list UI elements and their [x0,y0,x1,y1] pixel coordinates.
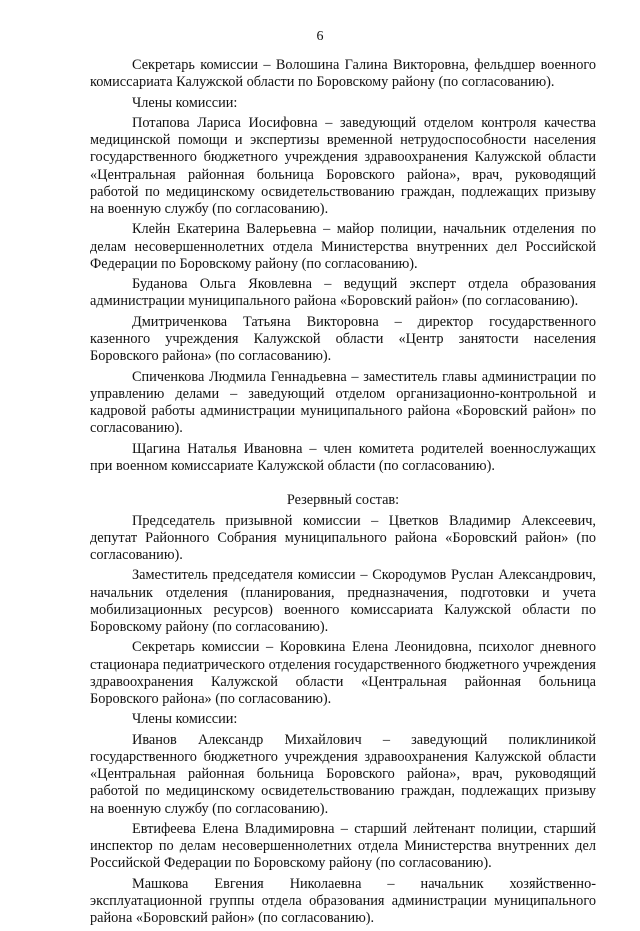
member-paragraph: Щагина Наталья Ивановна – член комитета родителей военнослужащих при военном комиссариате Калужской области (по согласованию). [90,440,596,474]
member-paragraph: Спиченкова Людмила Геннадьевна – заместитель главы администрации по управлению делами – заведующий отделом организационно-контрольной и кадровой работы администрации муниципального района «Боровский район» по согласованию). [90,368,596,437]
member-paragraph: Клейн Екатерина Валерьевна – майор полиции, начальник отделения по делам несовершеннолетних отдела Министерства внутренних дел Российской Федерации по Боровскому району (по согласованию). [90,221,596,272]
document-body [90,57,596,931]
reserve-member-paragraph: Евтифеева Елена Владимировна – старший лейтенант полиции, старший инспектор по делам несовершеннолетних отдела Министерства внутренних дел Российской Федерации по Боровскому району (по согласованию). [90,820,596,872]
members-heading: Члены комиссии: [132,94,238,111]
secretary-paragraph: Секретарь комиссии – Волошина Галина Викторовна, фельдшер военного комиссариата Калужской области по Боровскому району (по согласованию). [90,57,596,91]
reserve-secretary-paragraph: Секретарь комиссии – Коровкина Елена Леонидовна, психолог дневного стационара педиатрического отделения государственного бюджетного учреждения здравоохранения Калужской области «Центральная районная больница Боровского района» (по согласованию). [90,639,596,707]
member-paragraph: Дмитриченкова Татьяна Викторовна – директор государственного казенного учреждения Калужской области «Центр занятости населения Боровского района» (по согласованию). [90,313,596,365]
member-paragraph: Потапова Лариса Иосифовна – заведующий отделом контроля качества медицинской помощи и экспертизы временной нетрудоспособности населения государственного бюджетного учреждения здравоохранения Калужской области «Центральная районная больница Боровского района», врач, руководящий работой по медицинскому освидетельствованию граждан, подлежащих призыву на военную службу (по согласованию). [90,114,596,217]
reserve-member-paragraph: Иванов Александр Михайлович – заведующий поликлиникой государственного бюджетного учреждения здравоохранения Калужской области «Центральная районная больница Боровского района», врач, руководящий работой по медицинскому освидетельствованию граждан, подлежащих призыву на военную службу (по согласованию). [90,731,596,817]
reserve-deputy-paragraph: Заместитель председателя комиссии – Скородумов Руслан Александрович, начальник отделения (планирования, предназначения, подготовки и учета мобилизационных ресурсов) военного комиссариата Калужской области по Боровскому району (по согласованию). [90,567,596,635]
reserve-member-paragraph: Машкова Евгения Николаевна – начальник хозяйственно-эксплуатационной группы отдела образования администрации муниципального района «Боровский район» (по согласованию). [90,875,596,927]
section-gap [90,478,596,492]
member-paragraph: Буданова Ольга Яковлевна – ведущий эксперт отдела образования администрации муниципального района «Боровский район» (по согласованию). [90,276,596,310]
reserve-members-heading: Члены комиссии: [132,711,238,728]
reserve-chairman-paragraph: Председатель призывной комиссии – Цветков Владимир Алексеевич, депутат Районного Собрания муниципального района «Боровский район» (по согласованию). [90,512,596,563]
reserve-heading: Резервный состав: [286,492,400,509]
page-number: 6 [316,29,324,44]
